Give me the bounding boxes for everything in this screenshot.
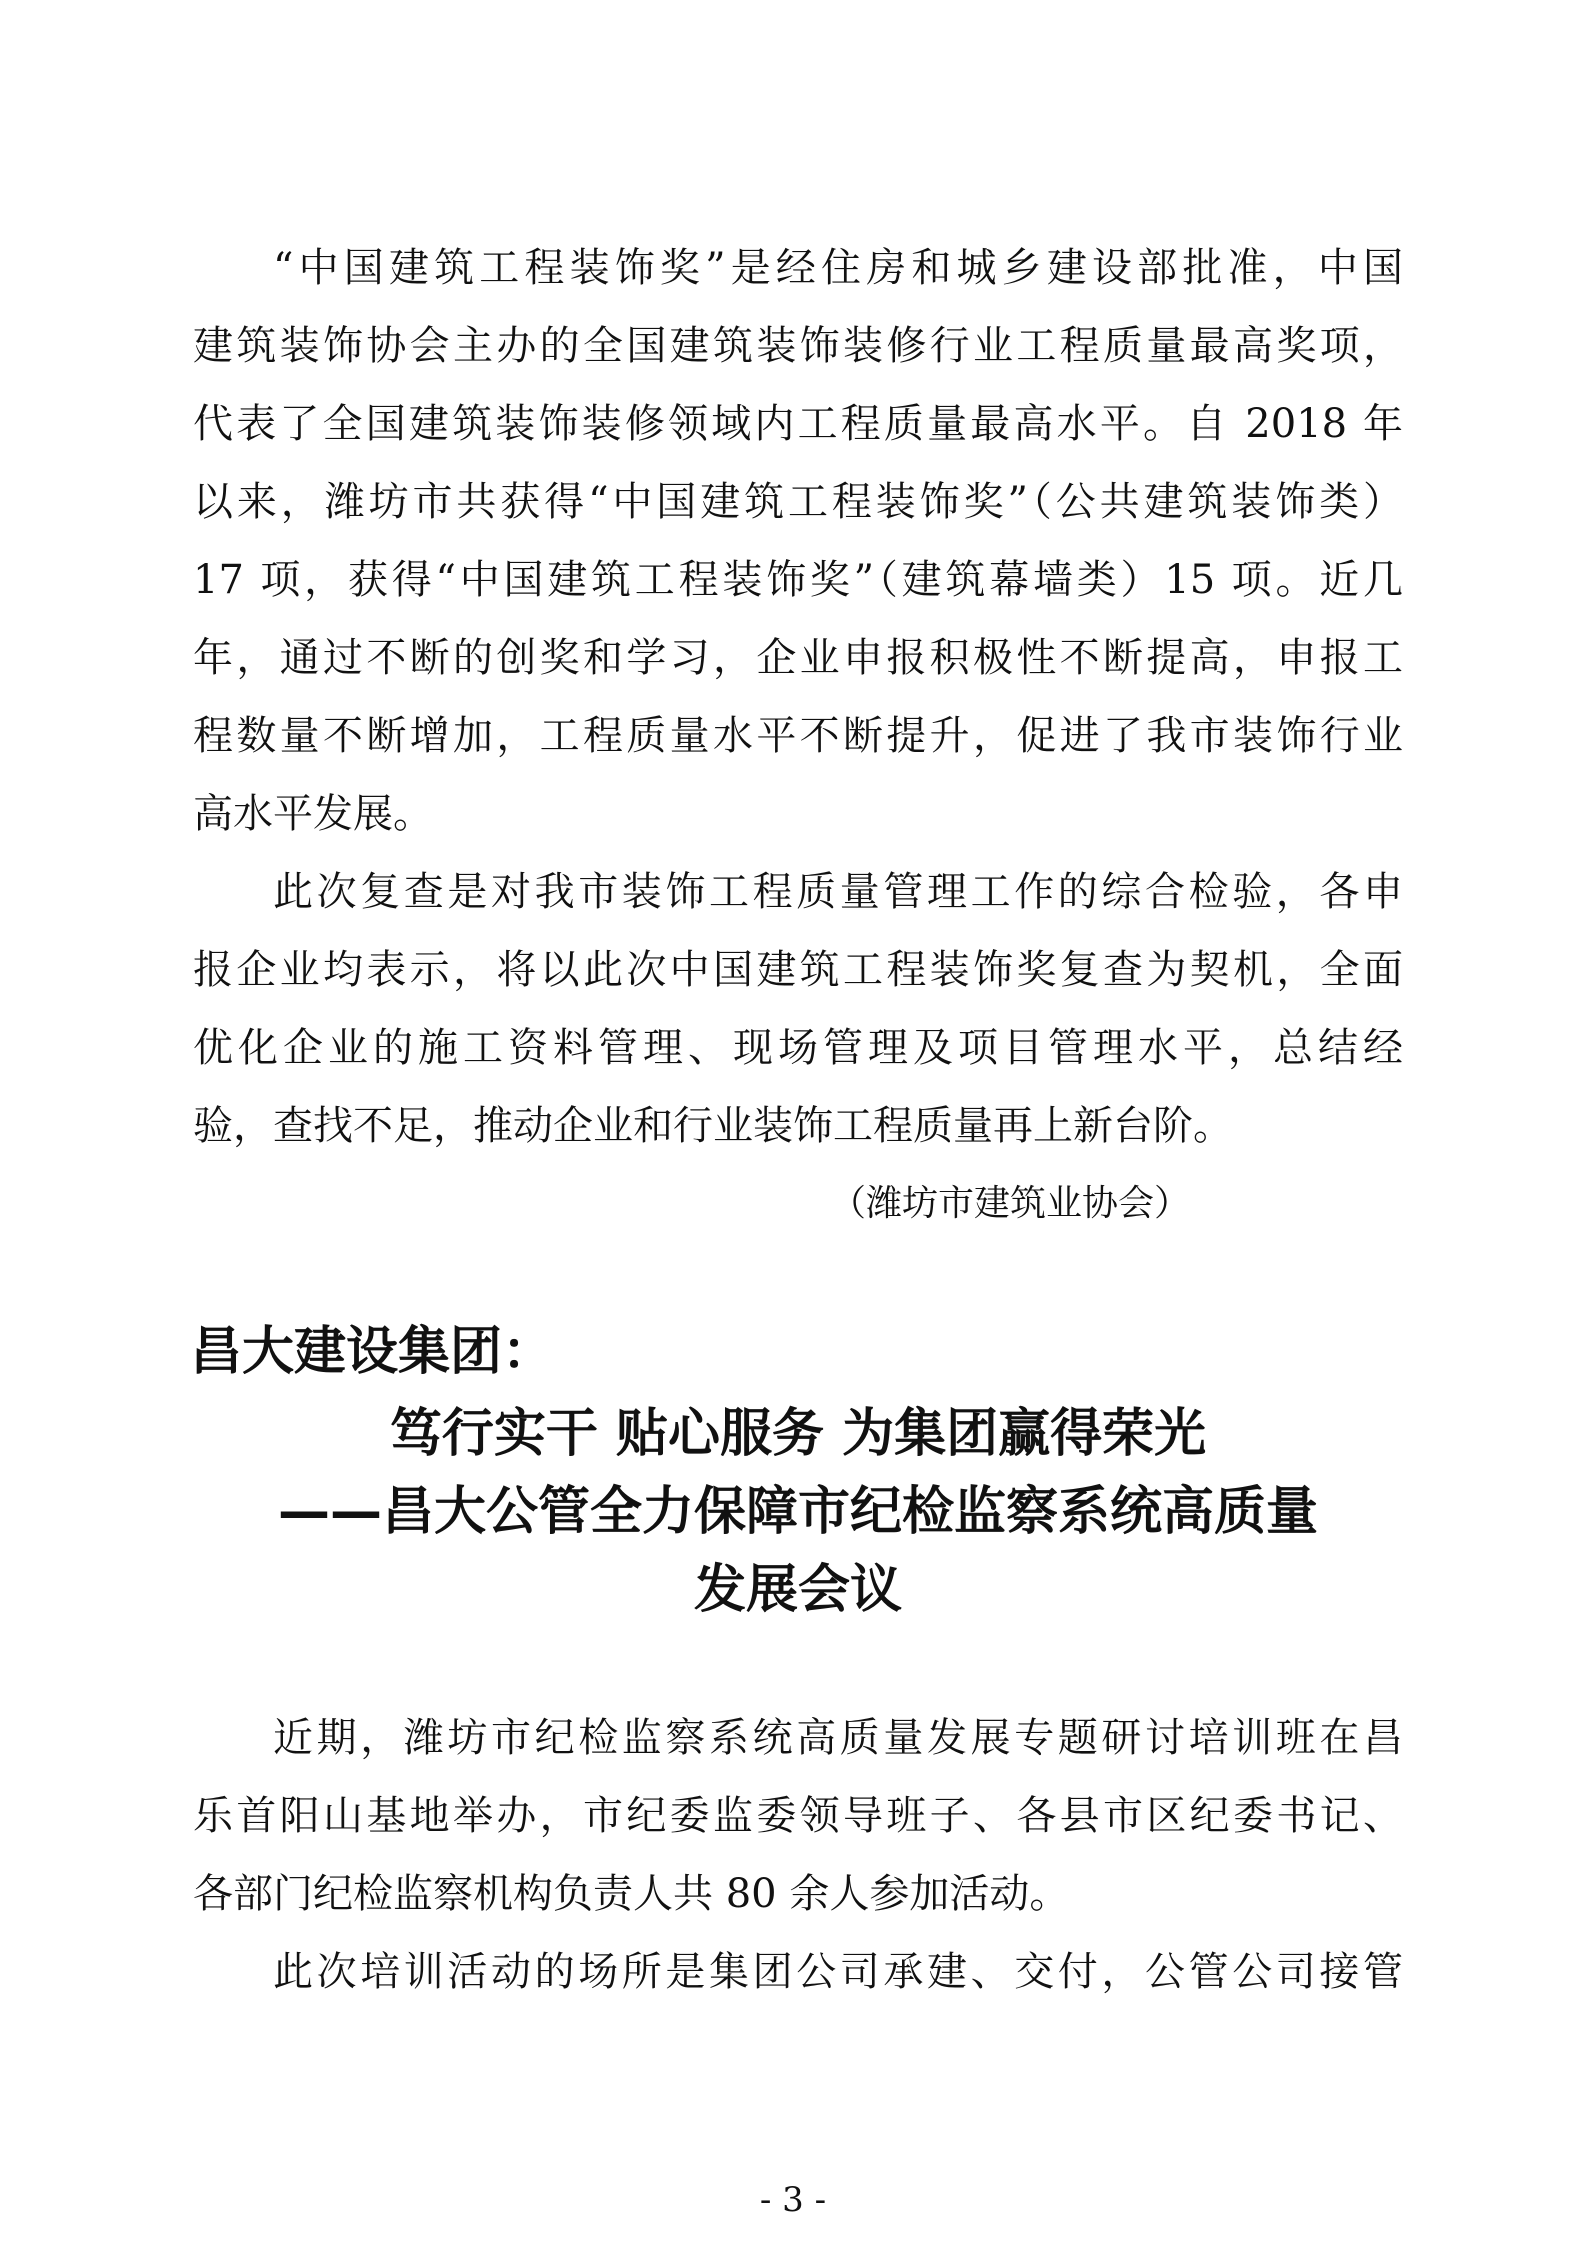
company-heading: 昌大建设集团： — [190, 1322, 555, 1382]
body-line: 近期，潍坊市纪检监察系统高质量发展专题研讨培训班在昌 — [273, 1715, 1403, 1761]
body-line: 验，查找不足，推动企业和行业装饰工程质量再上新台阶。 — [193, 1103, 1233, 1149]
body-line: 乐首阳山基地举办，市纪委监委领导班子、各县市区纪委书记、 — [193, 1793, 1403, 1839]
body-line: “中国建筑工程装饰奖”是经住房和城乡建设部批准，中国 — [273, 245, 1403, 291]
body-line: 高水平发展。 — [193, 791, 433, 837]
body-line: 此次复查是对我市装饰工程质量管理工作的综合检验，各申 — [273, 869, 1403, 915]
body-line: 程数量不断增加，工程质量水平不断提升，促进了我市装饰行业 — [193, 713, 1403, 759]
body-line: 17 项，获得“中国建筑工程装饰奖”（建筑幕墙类）15 项。近几 — [193, 557, 1403, 603]
body-line: 年，通过不断的创奖和学习，企业申报积极性不断提高，申报工 — [193, 635, 1403, 681]
page-number: - 3 - — [759, 2180, 827, 2220]
body-line: 报企业均表示，将以此次中国建筑工程装饰奖复查为契机，全面 — [193, 947, 1403, 993]
body-line: 此次培训活动的场所是集团公司承建、交付，公管公司接管 — [273, 1949, 1403, 1995]
article-title-line: 笃行实干 贴心服务 为集团赢得荣光 — [389, 1404, 1207, 1464]
body-line: 建筑装饰协会主办的全国建筑装饰装修行业工程质量最高奖项， — [193, 323, 1403, 369]
body-line: 代表了全国建筑装饰装修领域内工程质量最高水平。自 2018 年 — [193, 401, 1403, 447]
body-line: 以来，潍坊市共获得“中国建筑工程装饰奖”（公共建筑装饰类） — [193, 479, 1403, 525]
article-signature: （潍坊市建筑业协会） — [830, 1183, 1191, 1224]
article-subtitle-line: ——昌大公管全力保障市纪检监察系统高质量 — [277, 1482, 1318, 1542]
body-line: 优化企业的施工资料管理、现场管理及项目管理水平，总结经 — [193, 1025, 1403, 1071]
body-line: 各部门纪检监察机构负责人共 80 余人参加活动。 — [193, 1871, 1070, 1917]
article-subtitle-line: 发展会议 — [693, 1560, 902, 1620]
